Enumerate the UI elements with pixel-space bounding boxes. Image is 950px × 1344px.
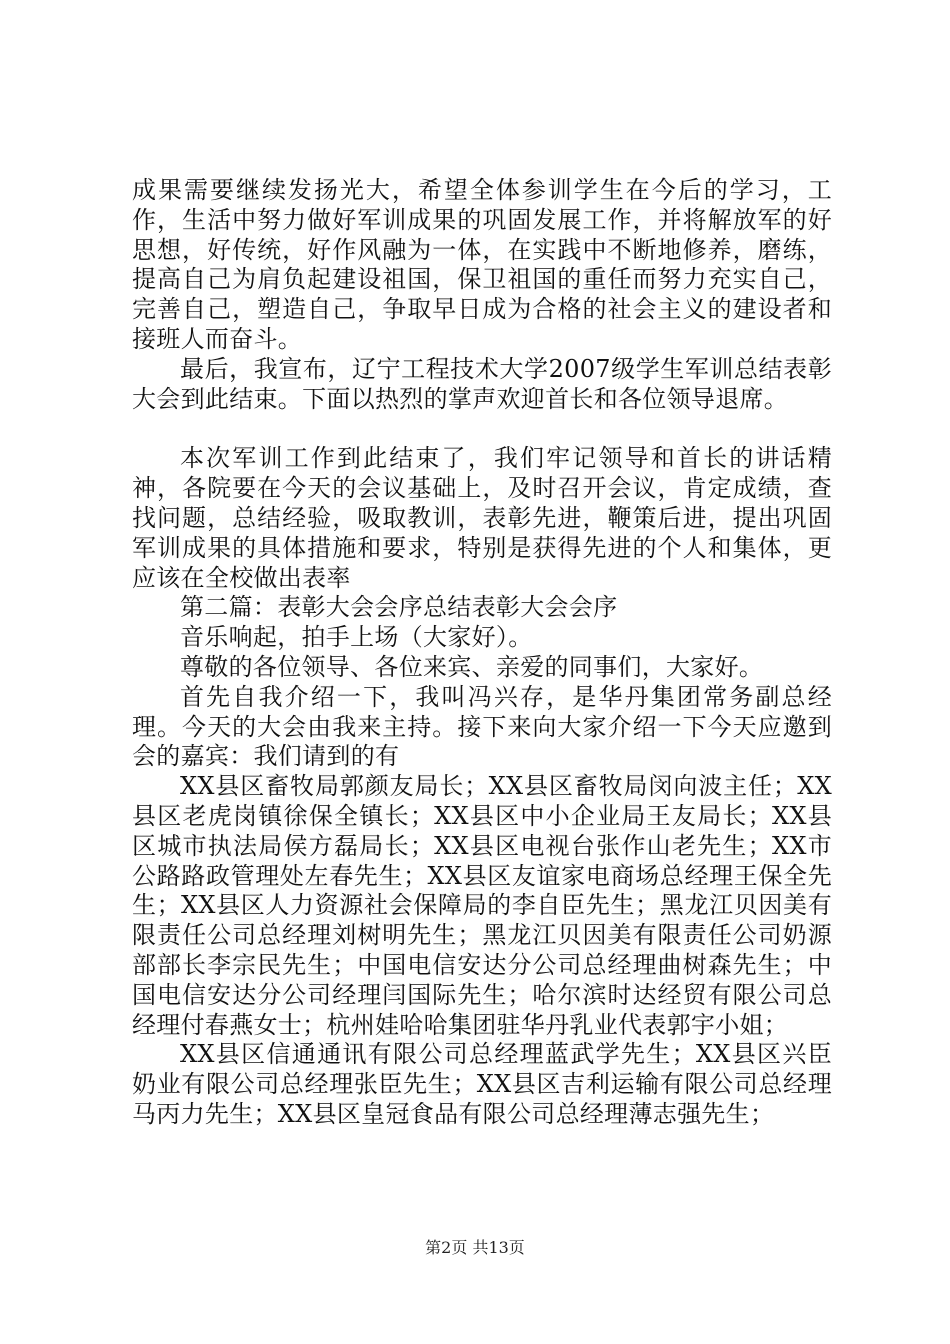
paragraph-guest-list-continued: XX县区信通通讯有限公司总经理蓝武学先生；XX县区兴臣奶业有限公司总经理张臣先生；XX县区吉利运输有限公司总经理马丙力先生；XX县区皇冠食品有限公司总经理薄志强先生； [132,1040,832,1128]
paragraph-summary: 本次军训工作到此结束了，我们牢记领导和首长的讲话精神，各院要在今天的会议基础上，及时召开会议，肯定成绩，查找问题，总结经验，吸取教训，表彰先进，鞭策后进，提出巩固军训成果的具体措施和要求，特别是获得先进的个人和集体，更应该在全校做出表率 [132,444,832,592]
paragraph-closing-announcement: 最后，我宣布，辽宁工程技术大学2007级学生军训总结表彰大会到此结束。下面以热烈的掌声欢迎首长和各位领导退席。 [132,354,832,413]
paragraph-greeting: 尊敬的各位领导、各位来宾、亲爱的同事们，大家好。 [180,652,764,681]
paragraph-guest-list: XX县区畜牧局郭颜友局长；XX县区畜牧局闵向波主任；XX县区老虎岗镇徐保全镇长；XX县区中小企业局王友局长；XX县区城市执法局侯方磊局长；XX县区电视台张作山老先生；XX市公路路政管理处左春先生；XX县区友谊家电商场总经理王保全先生；XX县区人力资源社会保障局的李自臣先生；黑龙江贝因美有限责任公司总经理刘树明先生；黑龙江贝因美有限责任公司奶源部部长李宗民先生；中国电信安达分公司总经理曲树森先生；中国电信安达分公司经理闫国际先生；哈尔滨时达经贸有限公司总经理付春燕女士；杭州娃哈哈集团驻华丹乳业代表郭宇小姐； [132,772,832,1039]
paragraph-spacer [132,414,832,444]
paragraph-continuation: 成果需要继续发扬光大，希望全体参训学生在今后的学习，工作，生活中努力做好军训成果的巩固发展工作，并将解放军的好思想，好传统，好作风融为一体，在实践中不断地修养，磨练，提高自己为肩负起建设祖国，保卫祖国的重任而努力充实自己，完善自己，塑造自己，争取早日成为合格的社会主义的建设者和接班人而奋斗。 [132,176,832,353]
document-body [132,176,832,1130]
section-heading: 第二篇：表彰大会会序总结表彰大会会序 [180,593,618,622]
paragraph-introduction: 首先自我介绍一下，我叫冯兴存，是华丹集团常务副总经理。今天的大会由我来主持。接下来向大家介绍一下今天应邀到会的嘉宾：我们请到的有 [132,682,832,771]
page-footer: 第2页 共13页 [425,1238,525,1257]
paragraph-music: 音乐响起，拍手上场（大家好）。 [180,623,533,652]
